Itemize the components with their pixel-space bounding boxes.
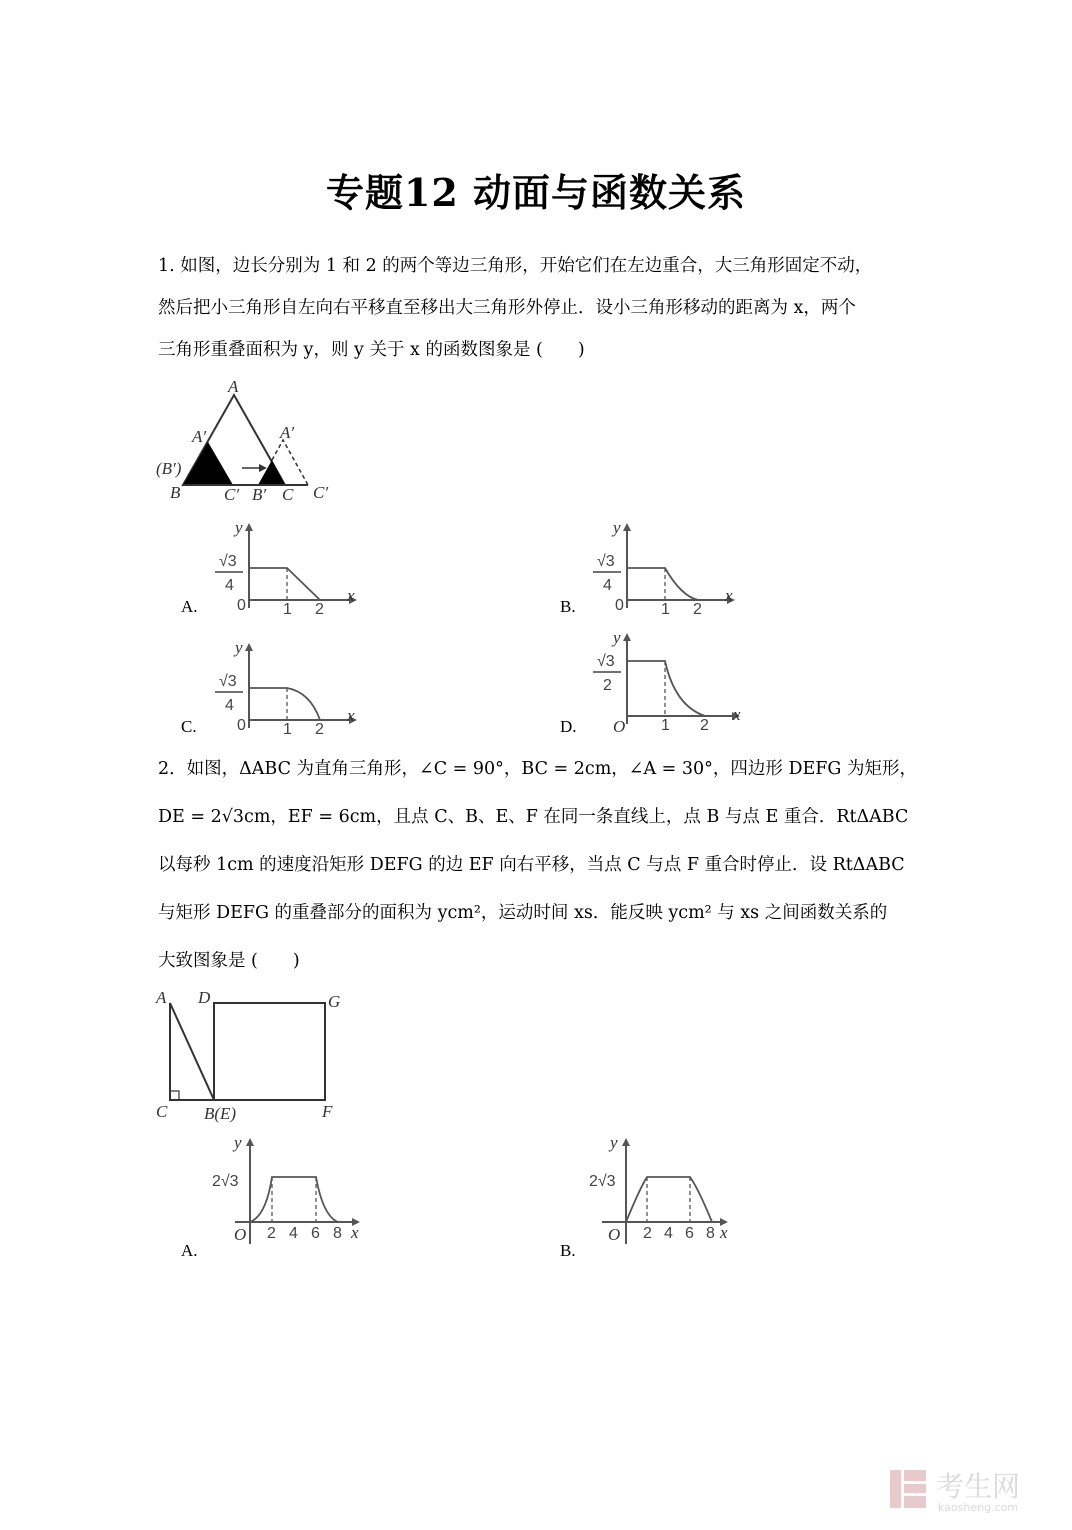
q1-line-1: 1. 如图，边长分别为 1 和 2 的两个等边三角形，开始它们在左边重合，大三角形固定不动， [158,256,873,276]
x-tick-2: 2 [700,717,709,734]
page-title: 专题12 动面与函数关系 [325,170,747,215]
x-axis-label: x [720,1223,728,1242]
y-arrow-icon [246,1138,254,1146]
curve [626,1177,712,1222]
small-triangle-left [183,442,233,485]
y-value-denominator: 4 [225,697,234,714]
curve [249,688,320,720]
x-axis-label: x [347,706,355,725]
q1-option-d-graph[interactable] [583,628,748,738]
logo-mark-mid [904,1484,926,1493]
q1-triangles-figure [150,377,350,505]
curve [627,661,705,716]
q2-figure [150,985,355,1125]
label-F: F [322,1102,333,1121]
x-axis-label: x [733,705,741,724]
logo-mark-bottom [904,1496,926,1508]
q1-option-c-label[interactable]: C. [181,717,197,736]
q1-option-d-label[interactable]: D. [560,717,577,736]
x-tick-2: 2 [315,601,324,618]
q1-option-b-graph[interactable] [583,518,743,618]
logo-url: kaosheng.com [938,1501,1019,1514]
q2-line-2: DE = 2√3cm，EF = 6cm，且点 C、B、E、F 在同一条直线上，点 B 与点 E 重合．RtΔABC [158,807,909,827]
origin-label: O [613,717,626,736]
y-value-numerator: √3 [219,673,237,690]
y-value-numerator: √3 [597,653,615,670]
curve [249,568,320,600]
y-axis-label: y [234,1133,242,1152]
y-axis-label: y [613,518,621,537]
x-tick-2: 2 [267,1225,276,1242]
question-1-text [158,245,928,371]
label-B-prime-2: B′ [252,485,267,504]
q1-option-a-graph[interactable] [205,518,365,618]
label-A-prime-1: A′ [192,427,207,446]
origin-label: 0 [615,597,624,614]
q2-line-3: 以每秒 1cm 的速度沿矩形 DEFG 的边 EF 向右平移，当点 C 与点 F 重合时停止．设 RtΔABC [158,855,905,875]
x-tick-2: 2 [315,721,324,738]
shift-arrow-head [259,464,267,472]
origin-label: O [234,1225,247,1244]
q1-line-3: 三角形重叠面积为 y，则 y 关于 x 的函数图象是 ( ) [158,340,585,360]
label-C-prime-2: C′ [313,483,329,502]
origin-label: 0 [237,717,246,734]
kaosheng-logo [888,1464,1058,1514]
label-B-prime-paren: (B′) [156,459,182,478]
label-A: A [156,988,167,1007]
origin-label: 0 [237,597,246,614]
x-axis-label: x [725,586,733,605]
x-axis-label: x [351,1223,359,1242]
label-A-prime-2: A′ [280,423,295,442]
y-arrow-icon [623,633,631,641]
right-angle-mark [170,1091,179,1100]
y-axis-label: y [613,628,621,647]
label-C: C [282,485,294,504]
label-B-E: B(E) [204,1104,237,1123]
logo-mark-left [890,1470,901,1508]
q2-option-b-label[interactable]: B. [560,1241,576,1260]
x-tick-2: 2 [693,601,702,618]
label-D: D [198,988,211,1007]
y-value-denominator: 2 [603,677,612,694]
logo-brand: 考生网 [936,1470,1021,1503]
curve [627,568,698,600]
y-arrow-icon [245,523,253,531]
x-tick-8: 8 [706,1225,715,1242]
origin-label: O [608,1225,621,1244]
curve [250,1177,338,1222]
y-value-numerator: √3 [219,553,237,570]
rectangle-defg [214,1003,325,1100]
y-value-numerator: √3 [597,553,615,570]
y-axis-label: y [610,1133,618,1152]
label-B: B [170,483,181,502]
x-tick-1: 1 [283,721,292,738]
y-arrow-icon [245,643,253,651]
question-2-text [158,745,928,985]
y-value: 2√3 [212,1173,239,1190]
x-tick-6: 6 [685,1225,694,1242]
small-triangle-overlap [258,460,285,485]
q2-line-4: 与矩形 DEFG 的重叠部分的面积为 ycm²，运动时间 xs．能反映 ycm² 与 xs 之间函数关系的 [158,903,888,923]
x-tick-1: 1 [283,601,292,618]
y-value: 2√3 [589,1173,616,1190]
x-tick-1: 1 [661,601,670,618]
y-axis-label: y [235,518,243,537]
q2-line-1: 2．如图，ΔABC 为直角三角形，∠C = 90°，BC = 2cm，∠A = 30°，四边形 DEFG 为矩形， [158,759,917,779]
x-tick-4: 4 [664,1225,673,1242]
q1-option-c-graph[interactable] [205,638,365,738]
right-triangle-abc [170,1003,214,1100]
x-axis-label: x [347,586,355,605]
y-axis-label: y [235,638,243,657]
x-tick-8: 8 [333,1225,342,1242]
x-tick-6: 6 [311,1225,320,1242]
x-tick-2: 2 [643,1225,652,1242]
label-G: G [328,992,341,1011]
label-C: C [156,1102,168,1121]
q2-line-5: 大致图象是 ( ) [158,951,300,971]
q2-option-b-graph[interactable] [588,1132,748,1247]
x-tick-1: 1 [661,717,670,734]
x-tick-4: 4 [289,1225,298,1242]
label-C-prime-1: C′ [224,485,240,504]
q1-line-2: 然后把小三角形自左向右平移直至移出大三角形外停止．设小三角形移动的距离为 x，两个 [158,298,856,318]
y-value-denominator: 4 [225,577,234,594]
logo-mark-top [904,1470,926,1481]
q1-option-a-label[interactable]: A. [181,597,198,616]
q1-option-b-label[interactable]: B. [560,597,576,616]
y-arrow-icon [622,1138,630,1146]
y-arrow-icon [623,523,631,531]
y-value-denominator: 4 [603,577,612,594]
q2-option-a-graph[interactable] [210,1132,370,1247]
q2-option-a-label[interactable]: A. [181,1241,198,1260]
label-A: A [228,377,239,396]
